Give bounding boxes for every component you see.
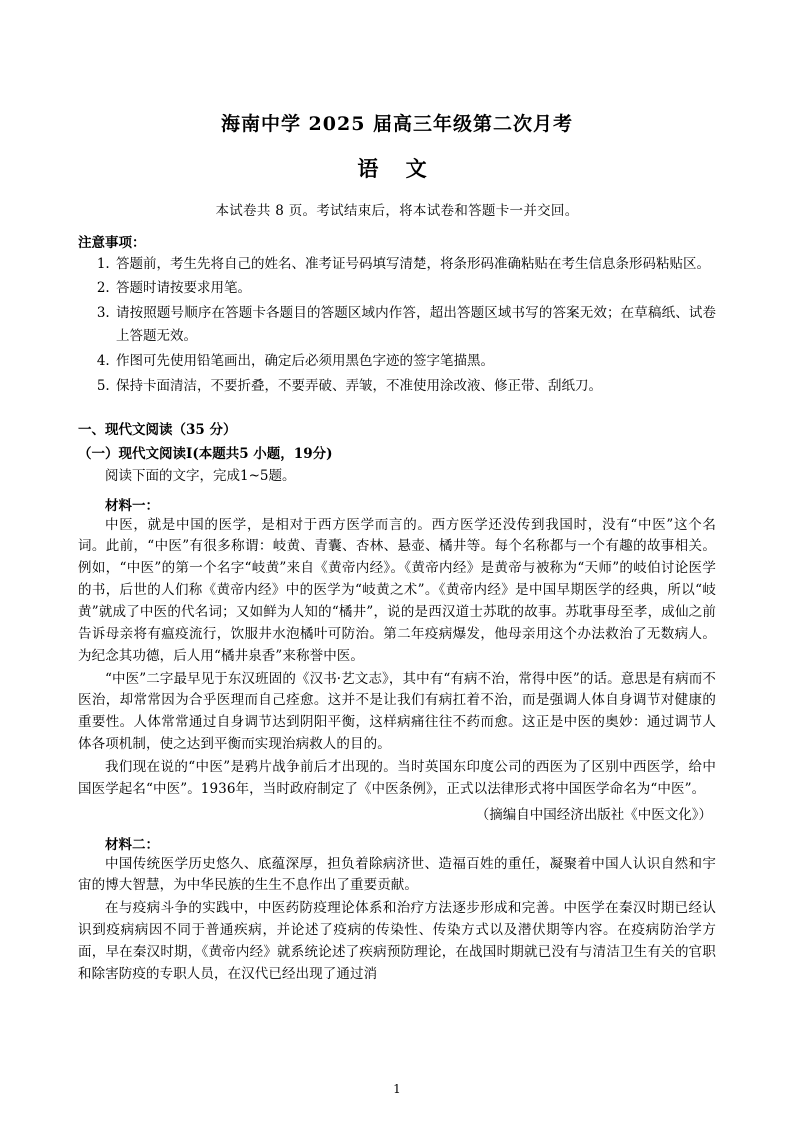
subject-title: 语 文 <box>357 155 437 181</box>
material-one-paragraph: “中医”二字最早见于东汉班固的《汉书·艺文志》，其中有“有病不治，常得中医”的话。意思是有病而不医治，却常常因为合乎医理而自己痊愈。这并不是让我们有病扛着不治，而是强调人体自身调节对健康的重要性。人体常常通过自身调节达到阴阳平衡，这样病痛往往不药而愈。这正是中医的奥妙：通过调节人体各项机制，使之达到平衡而实现治病救人的目的。 <box>78 670 716 753</box>
notice-item: 5. 保持卡面清洁，不要折叠，不要弄破、弄皱，不准使用涂改液、修正带、刮纸刀。 <box>114 375 716 399</box>
subsection-heading: （一）现代文阅读Ⅰ(本题共5 小题，19分) <box>78 446 333 463</box>
reading-instruction: 阅读下面的文字，完成1~5题。 <box>105 468 296 485</box>
notice-item: 3. 请按照题号顺序在答题卡各题目的答题区域内作答，超出答题区域书写的答案无效；在草稿纸、试卷上答题无效。 <box>114 302 716 349</box>
page-number: 1 <box>393 1082 401 1096</box>
notice-item: 1. 答题前，考生先将自己的姓名、准考证号码填写清楚，将条形码准确粘贴在考生信息条形码粘贴区。 <box>114 253 716 277</box>
material-one-paragraph: 我们现在说的“中医”是鸦片战争前后才出现的。当时英国东印度公司的西医为了区别中西医学，给中国医学起名“中医”。1936年，当时政府制定了《中医条例》，正式以法律形式将中国医学命名为“中医”。 <box>78 758 716 797</box>
page-title: 海南中学 2025 届高三年级第二次月考 <box>220 113 574 135</box>
section-heading: 一、现代文阅读（35 分） <box>78 422 237 439</box>
material-two-paragraph: 在与疫病斗争的实践中，中医药防疫理论体系和治疗方法逐步形成和完善。中医学在秦汉时期已经认识到疫病病因不同于普通疾病，并论述了疫病的传染性、传染方式以及潜伏期等内容。在疫病防治学方面，早在秦汉时期，《黄帝内经》就系统论述了疾病预防理论，在战国时期就已没有与清洁卫生有关的官职和除害防疫的专职人员，在汉代已经出现了通过消 <box>78 900 716 982</box>
notice-item: 4. 作图可先使用铅笔画出，确定后必须用黑色字迹的签字笔描黑。 <box>114 350 716 374</box>
material-one-label: 材料一： <box>105 497 159 514</box>
notice-item: 2. 答题时请按要求用笔。 <box>114 277 716 301</box>
material-one-paragraph: 中医，就是中国的医学，是相对于西方医学而言的。西方医学还没传到我国时，没有“中医”这个名词。此前，“中医”有很多称谓：岐黄、青囊、杏林、悬壶、橘井等。每个名称都与一个有趣的故事相关。例如，“中医”的第一个名字“岐黄”来自《黄帝内经》。《黄帝内经》是黄帝与被称为“天师”的岐伯讨论医学的书，后世的人们称《黄帝内经》中的医学为“岐黄之术”。《黄帝内经》是中国早期医学的经典，所以“岐黄”就成了中医的代名词；又如鲜为人知的“橘井”，说的是西汉道士苏耽的故事。苏耽事母至孝，成仙之前告诉母亲将有瘟疫流行，饮服井水泡橘叶可防治。第二年疫病爆发，他母亲用这个办法救治了无数病人。为纪念其功德，后人用“橘井泉香”来称誉中医。 <box>78 516 716 664</box>
material-one-source: （摘编自中国经济出版社《中医文化》） <box>475 806 712 823</box>
exam-note: 本试卷共 8 页。考试结束后，将本试卷和答题卡一并交回。 <box>215 202 579 219</box>
notice-list <box>78 253 716 399</box>
material-two-label: 材料二： <box>105 836 159 853</box>
notice-heading: 注意事项： <box>78 234 146 251</box>
material-two-paragraph: 中国传统医学历史悠久、底蕴深厚，担负着除病济世、造福百姓的重任，凝聚着中国人认识自然和宇宙的博大智慧，为中华民族的生生不息作出了重要贡献。 <box>78 855 716 894</box>
